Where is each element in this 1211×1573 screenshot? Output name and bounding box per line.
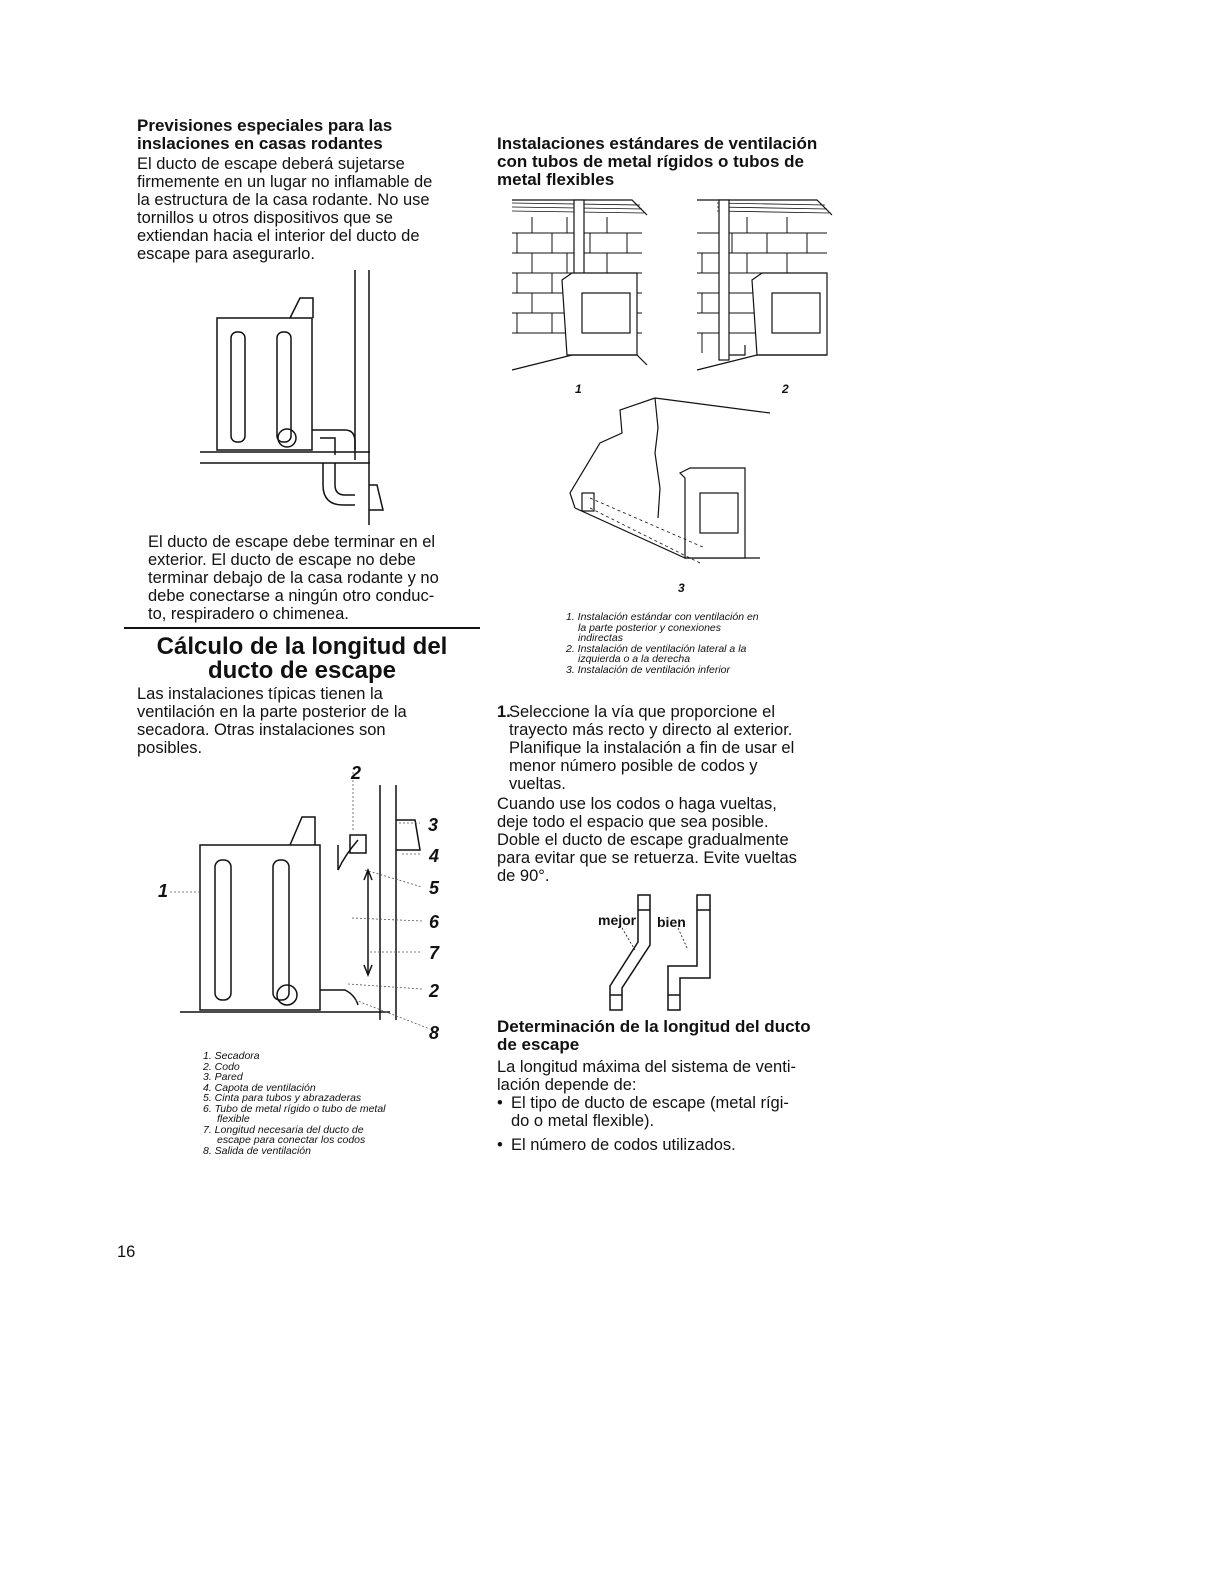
figure-legend: 1. Secadora 2. Codo 3. Pared 4. Capota de ventilación 5. Cinta para tubos y abrazaderas 6. Tubo de metal rígido o tubo de metal flexible 7. Longitud necesaria del ducto de escape para conectar los codos 8. Salida de ventilación	[203, 1050, 386, 1157]
bottom-vent-illustration	[560, 398, 775, 578]
callout-1: 1	[158, 881, 169, 901]
elbows-paragraph: Cuando use los codos o haga vueltas, deje todo el espacio que sea posible. Doble el ducto de escape gradualmente para evitar que se retuerza. Evite vueltas de 90°.	[497, 795, 797, 885]
side-vent-illustration	[697, 195, 832, 375]
callout-3: 3	[428, 815, 439, 835]
duct-length-body: La longitud máxima del sistema de venti- lación depende de:	[497, 1058, 796, 1094]
rear-vent-illustration	[512, 195, 647, 375]
duct-bend-illustration	[560, 890, 740, 1015]
callout-2-bottom: 2	[429, 981, 440, 1001]
callout-7: 7	[429, 943, 440, 963]
mobile-home-dryer-illustration	[195, 270, 395, 530]
duct-length-bullets	[497, 1094, 789, 1154]
section-rule	[124, 627, 480, 629]
callout-5: 5	[429, 878, 440, 898]
mobile-home-after-figure: El ducto de escape debe terminar en el exterior. El ducto de escape no debe terminar debajo de la casa rodante y no debe conectarse a ningún otro conduc- to, respiradero o chimenea.	[148, 533, 439, 623]
callout-6: 6	[429, 912, 440, 932]
figure-number-2: 2	[782, 382, 789, 396]
step-1: 1. Seleccione la vía que proporcione el trayecto más recto y directo al exterior. Planifique la instalación a fin de usar el menor número posible de codos y vueltas.	[497, 703, 795, 793]
mobile-home-heading: Previsiones especiales para las inslaciones en casas rodantes	[137, 116, 393, 153]
standard-installations-heading: Instalaciones estándares de ventilación con tubos de metal rígidos o tubos de metal flexibles	[497, 134, 818, 189]
section-intro: Las instalaciones típicas tienen la ventilación en la parte posterior de la secadora. Otras instalaciones son posibles.	[137, 685, 407, 757]
bullet-item: • El tipo de ducto de escape (metal rígi- do o metal flexible).	[497, 1094, 789, 1130]
callout-4: 4	[429, 846, 440, 866]
callout-2-top: 2	[351, 763, 362, 783]
figure-captions: 1. Instalación estándar con ventilación en la parte posterior y conexiones indirectas 2. Instalación de ventilación lateral a la izquierda o a la derecha 3. Instalación de ventilación inferior	[566, 611, 759, 676]
duct-label-better: mejor	[598, 912, 637, 928]
figure-number-3: 3	[678, 581, 685, 595]
bullet-item: • El número de codos utilizados.	[497, 1136, 736, 1154]
mobile-home-body: El ducto de escape deberá sujetarse firmemente en un lugar no inflamable de la estructura de la casa rodante. No use tornillos u otros dispositivos que se extiendan hacia el interior del ducto de escape para asegurarlo.	[137, 155, 433, 263]
typical-installation-illustration	[140, 760, 460, 1050]
callout-8: 8	[429, 1023, 440, 1043]
duct-label-good: bien	[657, 914, 686, 930]
duct-length-heading: Determinación de la longitud del ducto de escape	[497, 1017, 811, 1054]
section-title: Cálculo de la longitud del ducto de escape	[156, 633, 448, 684]
page-number: 16	[117, 1243, 136, 1261]
figure-number-1: 1	[575, 382, 582, 396]
